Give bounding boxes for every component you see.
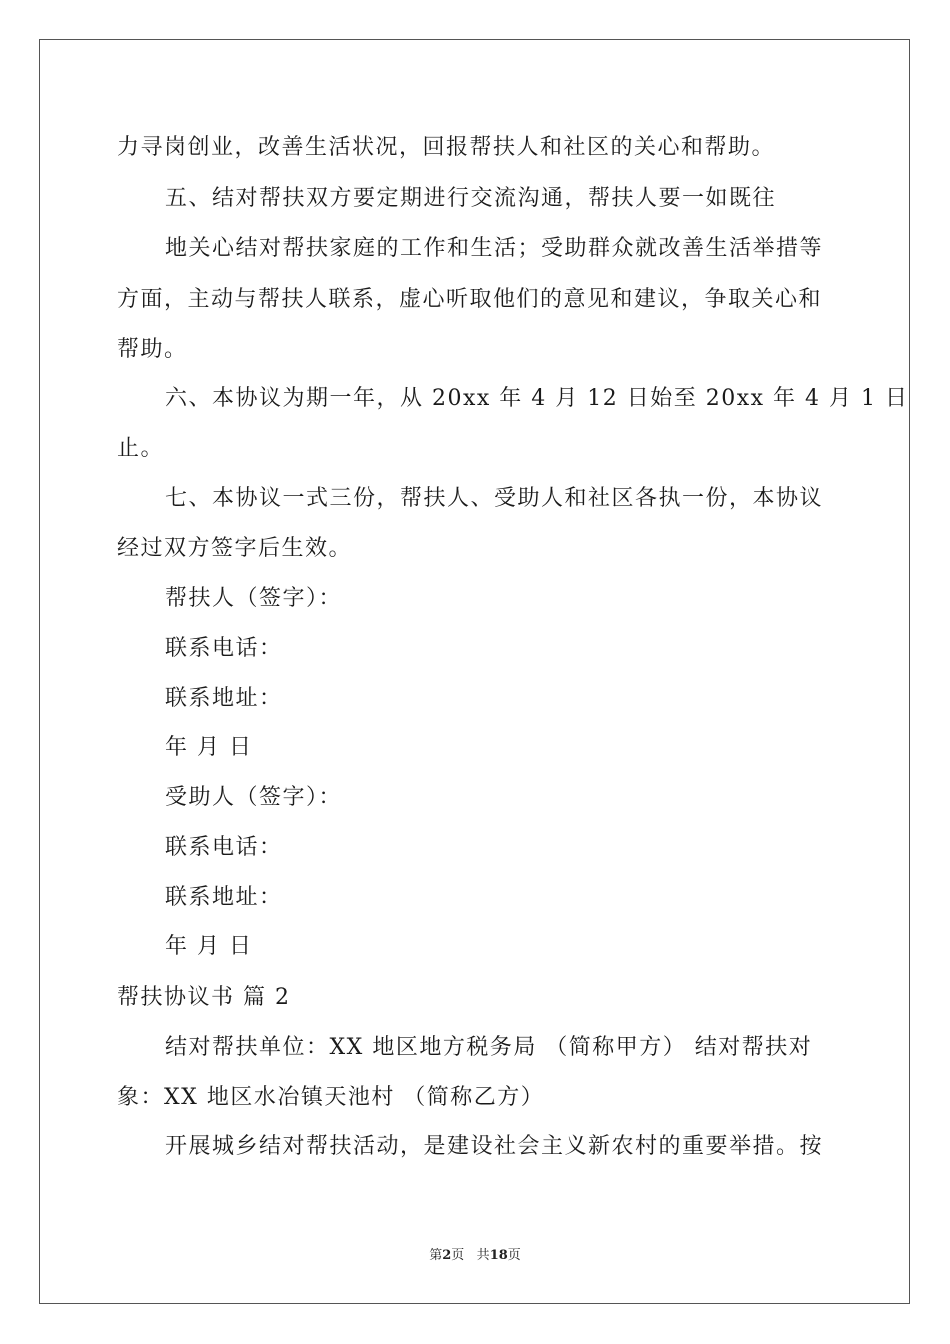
phone-field-label: 联系电话： xyxy=(165,835,283,860)
signature-field-label: 受助人（签字）： xyxy=(165,785,343,810)
paragraph-line: 地关心结对帮扶家庭的工作和生活；受助群众就改善生活举措等 xyxy=(165,236,824,261)
total-prefix: 共 xyxy=(476,1248,490,1263)
address-field-label: 联系地址： xyxy=(165,885,283,910)
date-field-label: 年 月 日 xyxy=(165,735,253,760)
page-footer xyxy=(0,1248,950,1264)
paragraph-line: 六、本协议为期一年，从 20xx 年 4 月 12 日始至 20xx 年 4 月 1 日 xyxy=(165,386,909,411)
paragraph-line: 结对帮扶单位：XX 地区地方税务局 （简称甲方） 结对帮扶对 xyxy=(165,1035,813,1060)
paragraph-line: 止。 xyxy=(117,436,165,461)
paragraph-line: 象：XX 地区水冶镇天池村 （简称乙方） xyxy=(117,1085,545,1110)
total-suffix: 页 xyxy=(507,1248,521,1263)
paragraph-line: 五、结对帮扶双方要定期进行交流沟通，帮扶人要一如既往 xyxy=(165,186,777,211)
page-border xyxy=(39,39,910,1304)
page-prefix: 第 xyxy=(429,1248,443,1263)
address-field-label: 联系地址： xyxy=(165,686,283,711)
paragraph-line: 经过双方签字后生效。 xyxy=(117,536,353,561)
paragraph-line: 方面，主动与帮扶人联系，虚心听取他们的意见和建议，争取关心和 xyxy=(117,287,823,312)
paragraph-line: 力寻岗创业，改善生活状况，回报帮扶人和社区的关心和帮助。 xyxy=(117,135,776,160)
date-field-label: 年 月 日 xyxy=(165,934,253,959)
total-pages: 18 xyxy=(489,1248,508,1263)
signature-field-label: 帮扶人（签字）： xyxy=(165,586,343,611)
paragraph-line: 七、本协议一式三份，帮扶人、受助人和社区各执一份，本协议 xyxy=(165,486,824,511)
paragraph-line: 开展城乡结对帮扶活动，是建设社会主义新农村的重要举措。按 xyxy=(165,1134,824,1159)
page-number: 2 xyxy=(442,1248,452,1263)
phone-field-label: 联系电话： xyxy=(165,636,283,661)
paragraph-line: 帮助。 xyxy=(117,337,188,362)
section-heading: 帮扶协议书 篇 2 xyxy=(117,985,291,1010)
page-suffix: 页 xyxy=(451,1248,465,1263)
